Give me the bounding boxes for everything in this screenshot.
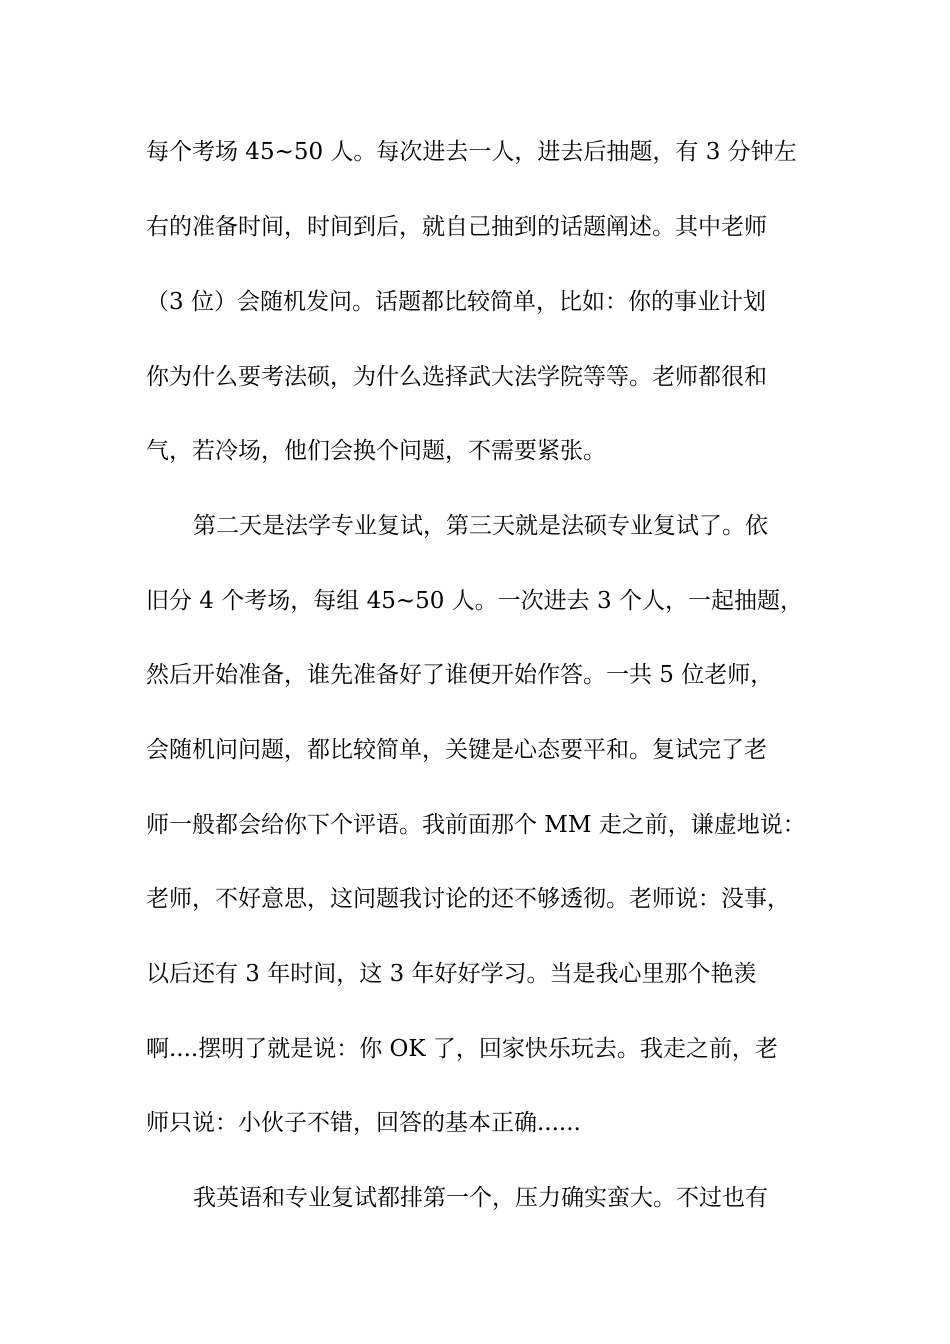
paragraph-start-line: 第二天是法学专业复试，第三天就是法硕专业复试了。依 [193, 513, 768, 539]
text-line: 会随机问问题，都比较简单，关键是心态要平和。复试完了老 [146, 737, 767, 763]
text-line: 你为什么要考法硕，为什么选择武大法学院等等。老师都很和 [146, 364, 767, 390]
text-line: 以后还有 3 年时间，这 3 年好好学习。当是我心里那个艳羡 [146, 961, 757, 987]
text-line: （3 位）会随机发问。话题都比较简单，比如：你的事业计划 [146, 289, 766, 315]
paragraph-start-line: 我英语和专业复试都排第一个，压力确实蛮大。不过也有 [193, 1185, 768, 1211]
text-line: 老师，不好意思，这问题我讨论的还不够透彻。老师说：没事， [146, 886, 790, 912]
text-line: 每个考场 45~50 人。每次进去一人，进去后抽题，有 3 分钟左 [146, 139, 797, 165]
text-line: 气，若冷场，他们会换个问题，不需要紧张。 [146, 438, 606, 464]
text-line: 然后开始准备，谁先准备好了谁便开始作答。一共 5 位老师， [146, 662, 774, 688]
text-line: 啊....摆明了就是说：你 OK 了，回家快乐玩去。我走之前，老 [146, 1036, 778, 1062]
text-line: 右的准备时间，时间到后，就自己抽到的话题阐述。其中老师 [146, 214, 767, 240]
text-line: 旧分 4 个考场，每组 45~50 人。一次进去 3 个人，一起抽题， [146, 588, 803, 614]
text-line: 师只说：小伙子不错，回答的基本正确...... [146, 1110, 581, 1136]
text-line: 师一般都会给你下个评语。我前面那个 MM 走之前，谦虚地说： [146, 812, 806, 838]
